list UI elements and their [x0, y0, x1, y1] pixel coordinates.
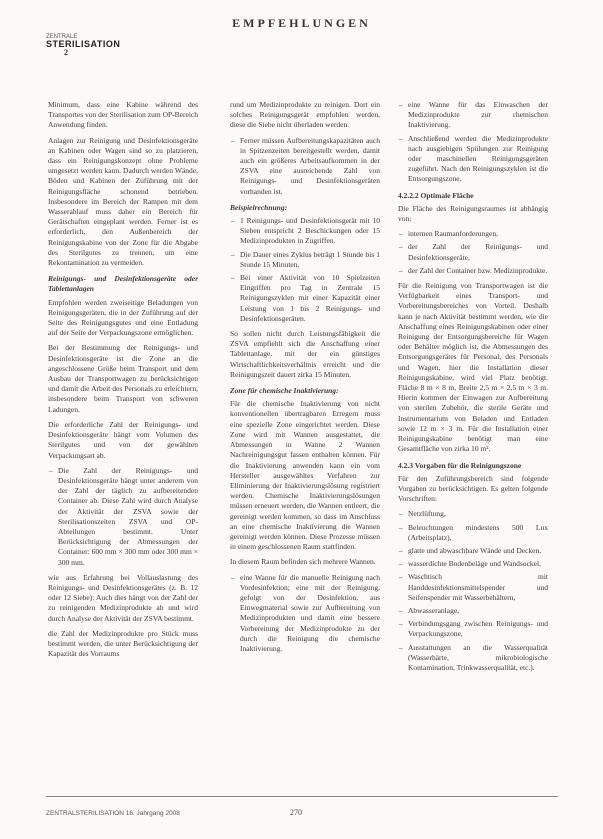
- footer-divider: [46, 796, 558, 797]
- logo-number: 2: [64, 48, 68, 57]
- list-item: – Die Zahl der Reinigungs- und Desinfektionsgeräte hängt unter anderem von der Zahl der täglich zu aufbereitenden Container ab. Diese Zahl wird durch Analyse der Aktivität der ZSVA sowie der Sterilisationszeiten ZSVA und OP-Abteilungen bestimmt. Unter Berücksichtigung der Abmessungen der Container: 600 mm × 300 mm oder 300 mm × 300 mm.: [58, 466, 198, 568]
- section-subheading: Beispielrechnung:: [230, 202, 288, 212]
- list-item: – wasserdichte Bodenbeläge und Wandsockel,: [408, 559, 548, 569]
- text-column-middle: [230, 100, 380, 659]
- bullet-list: [398, 100, 548, 185]
- list-item: – 1 Reinigungs- und Desinfektionsgerät mit 10 Sieben entspricht 2 Beschickungen oder 15 Medizinprodukten in Zugriffen.: [240, 216, 380, 247]
- bullet-list: [230, 573, 380, 655]
- paragraph: In diesem Raum befinden sich mehrere Wannen.: [230, 557, 376, 567]
- footer-journal-info: ZENTRALSTERILISATION 16. Jahrgang 2008: [46, 810, 180, 817]
- logo-main-text: STERILISATION: [46, 39, 121, 49]
- list-item: – glatte und abwaschbare Wände und Decken,: [408, 546, 548, 556]
- list-item: – eine Wanne für das Einwaschen der Medizinprodukte zur chemischen Inaktivierung.: [408, 100, 548, 131]
- paragraph: rund um Medizinprodukte zu reinigen. Dort ein solches Reinigungsgerät empfohlen werden, diese die Siebe nicht überladen werden.: [230, 100, 380, 130]
- list-item: – internen Raumanforderungen,: [408, 229, 548, 239]
- text-column-left: [48, 100, 198, 664]
- paragraph: Die Fläche des Reinigungsraumes ist abhängig von:: [398, 203, 548, 224]
- section-heading: 4.2.2.2 Optimale Fläche: [398, 190, 474, 200]
- list-item: – Abwasseranlage,: [408, 606, 548, 616]
- paragraph: wie aus Erfahrung bei Vollauslastung des Reinigungs- und Desinfektionsgerätes (z. B. 12 oder 12 Siebe): Auch dies hängt von der Zahl der zu reinigenden Medizinprodukte ab und wird durch Analyse der Aktivität der ZSVA bestimmt.: [48, 572, 198, 623]
- page-number: 270: [290, 808, 302, 817]
- page-header-title: EMPFEHLUNGEN: [232, 16, 371, 30]
- bullet-list: [48, 466, 198, 568]
- section-subheading: Zone für chemische Inaktivierung:: [230, 386, 339, 396]
- paragraph: Für die Reinigung von Transportwagen ist die Verfügbarkeit eines Transport- und Vorbereitungsbereiches von Vorteil. Deshalb kann je nach Aktivität bestimmt werden, wie die Anschaffung eines Reinigungskabinen oder einer Reinigung der Entsorgungsbereiche für Wagen oder Behälter möglich ist, die Abmessungen des Entsorgungsgerätes für Personal, des Personals und Wagen, hier die Installation dieser Reinigungskabine, wird viel Platz benötigt. Fläche 8 m × 8 m, Breite 2,5 m × 2,5 m × 3 m. Hierin kommen der Einwagen zur Aufbereitung von sterilen Zubehör, die sterile Geräte und Instrumentarium von Beladen und Entladen sowie 12 m × 3 m. Für die Installation einer Reinigungskabine benötigt man eine Gesamtfläche von zirka 10 m².: [398, 281, 548, 454]
- paragraph: Für die chemische Inaktivierung von nicht konventionellen übertragbaren Erregern muss eine spezielle Zone eingerichtet werden. Diese Zone wird mit Wannen ausgestattet, die Abmessungen in Wanne 2 Wannen Nachreinigungsgut fassen enthalten können. Für die Inaktivierung anwenden kann ein vom Hersteller ausgewähltes Verfahren zur Eliminierung der Inaktivierungslösung registriert werden. Chemische Inaktivierungslösungen müssen erneuert werden, die Wannen entleert, die gereinigt werden kommen, so dass im Anschluss an eine chemische Inaktivierung die Wannen gereinigt werden können. Diese Prozesse müssen in einem geschlossenen Raum stattfinden.: [230, 399, 380, 552]
- paragraph: die Zahl der Medizinprodukte pro Stück muss bestimmt werden, die unter Berücksichtigung der Kapazität des Vorraums: [48, 628, 198, 659]
- section-heading: 4.2.3 Vorgaben für die Reinigungszone: [398, 460, 522, 470]
- section-subheading: Reinigungs- und Desinfektionsgeräte oder Tablettanlagen: [48, 274, 198, 294]
- logo-top-text: ZENTRALE: [46, 34, 78, 40]
- list-item: – Die Dauer eines Zyklus beträgt 1 Stunde bis 1 Stunde 15 Minuten.: [240, 250, 380, 270]
- list-item: – Netzlüftung,: [408, 509, 548, 519]
- paragraph: So sollen nicht durch Leistungsfähigkeit die ZSVA empfiehlt sich die Anschaffung einer Tablettanlage, mit der ein günstiges Wirtschaftlichkeitsverhältnis erreicht und die Reinigungszeit dauert zirka 15 Minuten.: [230, 329, 380, 379]
- list-item: – Beleuchtungen mindestens 500 Lux (Arbeitsplatz),: [408, 523, 548, 543]
- list-item: – Ausstattungen an die Wasserqualität (Wasserhärte, mikrobiologische Kontamination, Trinkwasserqualität, etc.).: [408, 643, 548, 674]
- bullet-list: [230, 216, 380, 324]
- list-item: – Anschließend werden die Medizinprodukte nach ausgiebigen Spülungen zur Reinigung oder maschinellen Reinigungsgeräten zugeführt. Nach den Reinigungszyklen ist die Entsorgungszone.: [408, 134, 548, 185]
- list-item: – der Zahl der Reinigungs- und Desinfektionsgeräte,: [408, 242, 548, 262]
- list-item: – der Zahl der Container bzw. Medizinprodukte.: [408, 266, 548, 276]
- list-item: – Bei einer Aktivität von 10 Spielzeiten Eingriffen pro Tag in Zentrale 15 Reinigungszyklen mit einer Kapazität einer Leistung von 1 bis 2 Reinigungs- und Desinfektionsgeräten.: [240, 273, 380, 324]
- list-item: – Verbindungsgang zwischen Reinigungs- und Verpackungszone,: [408, 619, 548, 639]
- list-item: – Waschtisch mit Handdesinfektionsmittelspender und Seifenspender mit Wasserbehältern,: [408, 572, 548, 603]
- bullet-list: [230, 136, 380, 197]
- paragraph: Bei der Bestimmung der Reinigungs- und Desinfektionsgeräte ist die Zone an die angeschlossene Größe beim Transport und dem Ausbau der Transportwagen zu berücksichtigen und damit die Arbeit des Personals zu erleichtern, insbesondere beim Transport von schweren Ladungen.: [48, 343, 198, 414]
- journal-logo: [46, 34, 120, 57]
- list-item: – eine Wanne für die manuelle Reinigung nach Vordesinfektion; eine mit der Reinigung, gefolgt von der Desinfektion, aus Einwegmaterial sowie zur Aufbereitung von Medizinprodukten und damit eine bessere Vorbereitung der Medizinprodukte zu der durch die Reinigung die chemische Inaktivierung.: [240, 573, 380, 655]
- paragraph: Für den Zuführungsbereich sind folgende Vorgaben zu berücksichtigen. Es gelten folgende Vorschriften:: [398, 473, 548, 504]
- text-column-right: [398, 100, 548, 678]
- paragraph: Die erforderliche Zahl der Reinigungs- und Desinfektionsgeräte hängt vom Volumen des Sterilgutes und von der gewählten Verpackungsart ab.: [48, 419, 198, 460]
- bullet-list: [398, 509, 548, 673]
- paragraph: Anlagen zur Reinigung und Desinfektionsgeräte an Kabinen oder Wagen sind so zu platzieren, dass ein Reinigungskonzept ohne Probleme umgesetzt werden kann. Dadurch werden Wände, Böden und Kabinen der Zuführung mit der Reinigungsfläche schonend betrieben. Insbesondere im Bereich der Rampen mit dem Wasserablauf muss daher ein Bereich für Gerätschaften eingeplant werden. Ferner ist es erforderlich, den Außenbereich der Reinigungskabine von der Zone für die Abgabe des Sterilgutes zu trennen, um eine Rekontamination zu vermeiden.: [48, 135, 198, 268]
- list-item: – Ferner müssen Aufbereitungskapazitäten auch in Spitzenzeiten bereitgestellt werden, damit auch ein größeres Arbeitsaufkommen in der ZSVA eine ausreichende Zahl von Reinigungs- und Desinfektionsgeräten vorhanden ist.: [240, 136, 380, 197]
- bullet-list: [398, 229, 548, 276]
- paragraph: Empfohlen werden zweiseitige Beladungen von Reinigungsgeräten, die in der Zuführung auf der Seite des Reinigungsgutes und eine Entladung auf der Seite der Verpackungszone ermöglichen.: [48, 297, 198, 338]
- paragraph: Minimum, dass eine Kabine während des Transportes von der Sterilisation zum OP-Bereich Anwendung finden.: [48, 100, 198, 130]
